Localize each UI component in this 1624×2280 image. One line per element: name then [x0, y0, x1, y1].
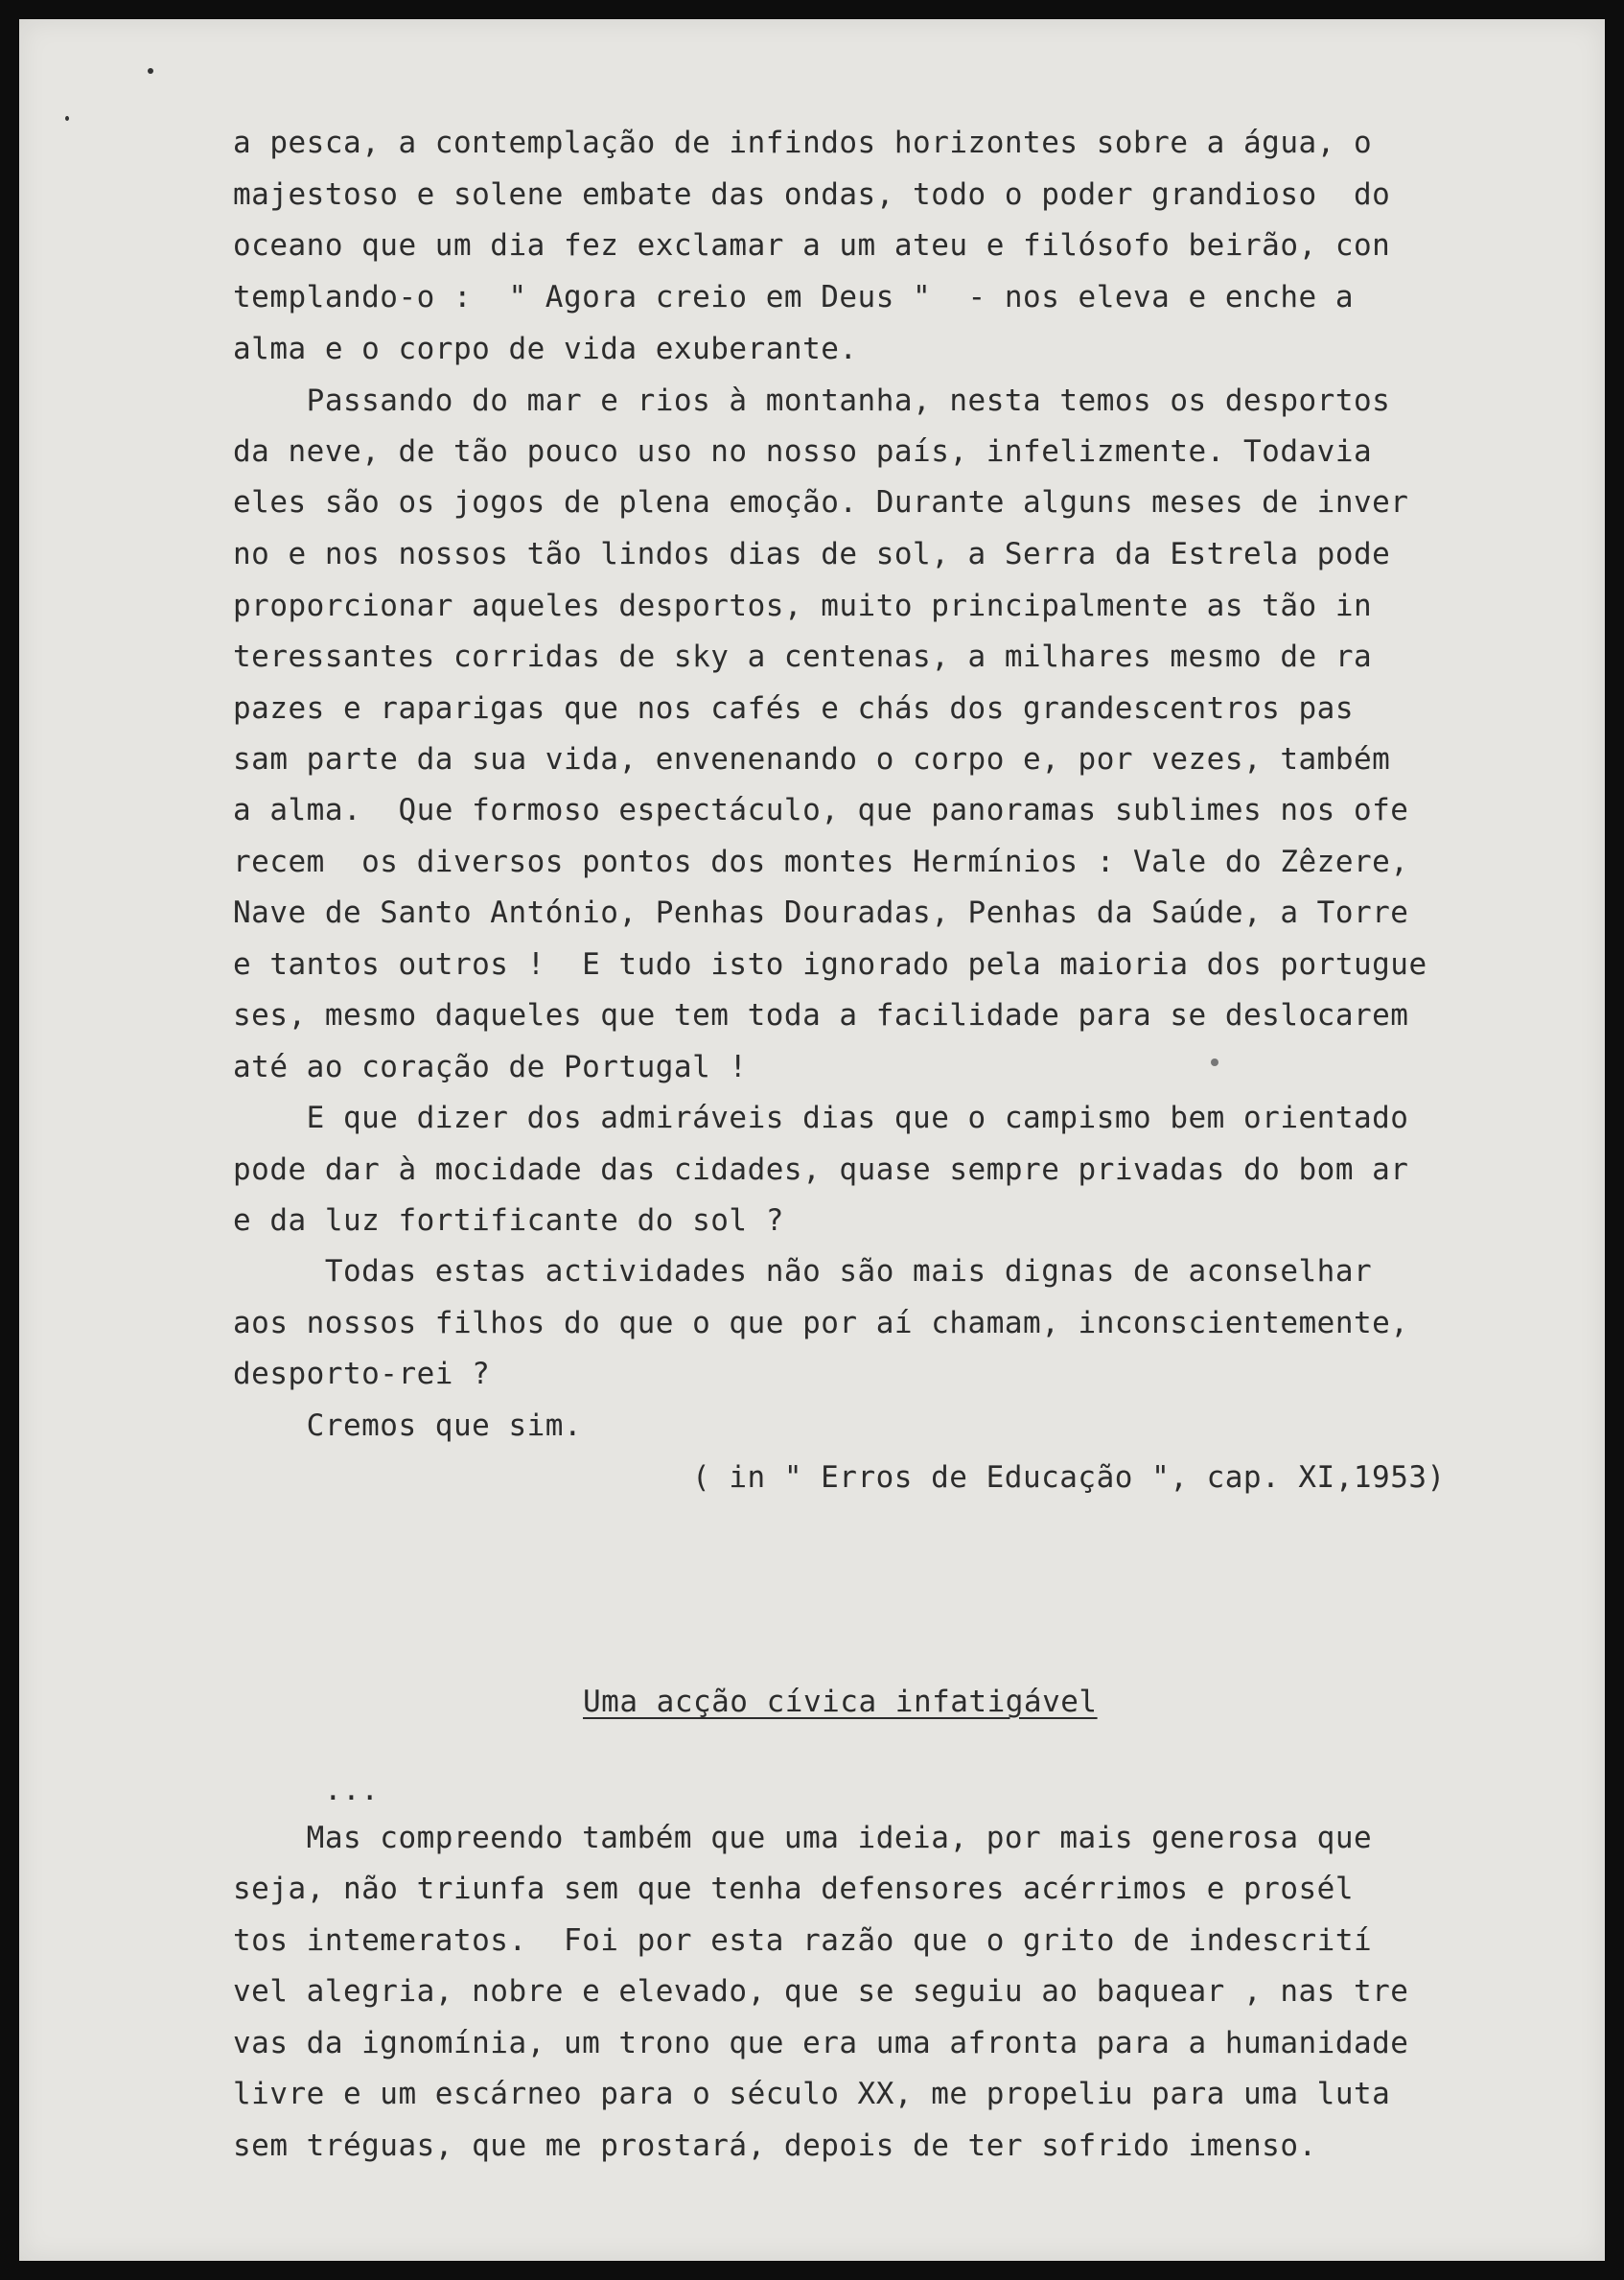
paper-speck: [65, 116, 69, 121]
text-line: aos nossos filhos do que o que por aí chamam, inconscientemente,: [233, 1306, 1409, 1340]
text-line: Todas estas actividades não são mais dignas de aconselhar: [233, 1254, 1373, 1289]
paper-speck: [1211, 1059, 1218, 1066]
text-line: proporcionar aqueles desportos, muito principalmente as tão in: [233, 589, 1373, 623]
text-line: Mas compreendo também que uma ideia, por mais generosa que: [233, 1821, 1373, 1855]
text-line: vel alegria, nobre e elevado, que se seguiu ao baquear , nas tre: [233, 1974, 1409, 2009]
text-line: recem os diversos pontos dos montes Hermínios : Vale do Zêzere,: [233, 845, 1409, 879]
text-line: teressantes corridas de sky a centenas, a milhares mesmo de ra: [233, 640, 1373, 674]
text-line: alma e o corpo de vida exuberante.: [233, 332, 858, 366]
text-line: E que dizer dos admiráveis dias que o campismo bem orientado: [233, 1101, 1409, 1135]
text-line: oceano que um dia fez exclamar a um ateu e filósofo beirão, con: [233, 228, 1391, 263]
section-ellipsis: ...: [324, 1773, 380, 1807]
text-line: tos intemeratos. Foi por esta razão que o grito de indescrití: [233, 1923, 1373, 1958]
text-line: Nave de Santo António, Penhas Douradas, Penhas da Saúde, a Torre: [233, 896, 1409, 930]
text-line: templando-o : " Agora creio em Deus " - nos eleva e enche a: [233, 280, 1354, 314]
typewritten-page: [19, 19, 1605, 2261]
text-line: majestoso e solene embate das ondas, todo o poder grandioso do: [233, 177, 1391, 212]
text-line: seja, não triunfa sem que tenha defensores acérrimos e prosél: [233, 1872, 1354, 1906]
text-line: e da luz fortificante do sol ?: [233, 1203, 784, 1238]
text-line: pode dar à mocidade das cidades, quase sempre privadas do bom ar: [233, 1152, 1409, 1187]
text-line: desporto-rei ?: [233, 1357, 491, 1391]
text-line: vas da ignomínia, um trono que era uma afronta para a humanidade: [233, 2026, 1409, 2060]
text-line: a pesca, a contemplação de infindos horizontes sobre a água, o: [233, 126, 1373, 160]
text-line: ses, mesmo daqueles que tem toda a facilidade para se deslocarem: [233, 998, 1409, 1033]
text-line: Cremos que sim.: [233, 1408, 583, 1443]
text-line: eles são os jogos de plena emoção. Durante alguns meses de inver: [233, 485, 1409, 520]
page-text: [19, 19, 1605, 2261]
text-line: até ao coração de Portugal !: [233, 1050, 748, 1084]
paper-speck: [148, 68, 153, 74]
text-line: Passando do mar e rios à montanha, nesta temos os desportos: [233, 384, 1391, 418]
text-line: sem tréguas, que me prostará, depois de ter sofrido imenso.: [233, 2129, 1317, 2163]
text-line: no e nos nossos tão lindos dias de sol, a Serra da Estrela pode: [233, 537, 1391, 571]
text-line: sam parte da sua vida, envenenando o corpo e, por vezes, também: [233, 742, 1391, 777]
citation: ( in " Erros de Educação ", cap. XI,1953): [692, 1460, 1446, 1495]
text-line: livre e um escárneo para o século XX, me propeliu para uma luta: [233, 2077, 1391, 2111]
section-title: Uma acção cívica infatigável: [583, 1685, 1098, 1719]
text-line: a alma. Que formoso espectáculo, que panoramas sublimes nos ofe: [233, 793, 1409, 827]
text-line: da neve, de tão pouco uso no nosso país, infelizmente. Todavia: [233, 434, 1373, 469]
text-line: pazes e raparigas que nos cafés e chás dos grandescentros pas: [233, 691, 1354, 726]
text-line: e tantos outros ! E tudo isto ignorado pela maioria dos portugue: [233, 947, 1427, 982]
